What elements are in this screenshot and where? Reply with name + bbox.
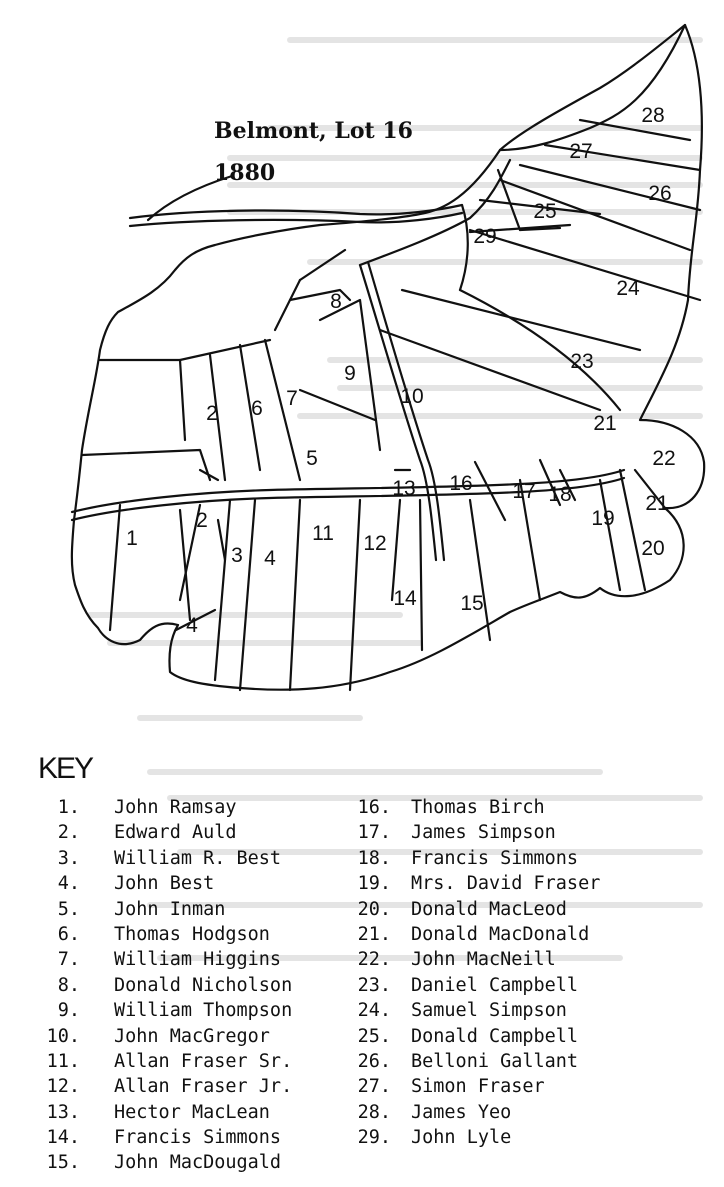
lot-label-21: 21 bbox=[593, 412, 617, 435]
map-year: 1880 bbox=[214, 160, 276, 186]
lot-label-9: 9 bbox=[344, 362, 356, 385]
key-entry-number: 24. bbox=[357, 1000, 391, 1022]
key-title: KEY bbox=[38, 752, 93, 785]
lot-label-24: 24 bbox=[616, 277, 640, 300]
key-entry bbox=[349, 1102, 600, 1127]
key-entry-number: 27. bbox=[357, 1076, 391, 1098]
key-entry bbox=[34, 1102, 292, 1127]
key-entry-owner: John Best bbox=[114, 873, 215, 895]
key-entry-owner: Samuel Simpson bbox=[411, 1000, 567, 1022]
key-entry bbox=[349, 1051, 600, 1076]
key-entry-number: 14. bbox=[46, 1127, 80, 1149]
key-entry-owner: John MacGregor bbox=[114, 1025, 270, 1047]
key-entry bbox=[349, 797, 600, 822]
key-entry bbox=[34, 975, 292, 1000]
key-entry-number: 15. bbox=[46, 1152, 80, 1174]
key-entry bbox=[34, 924, 292, 949]
key-entry bbox=[34, 1076, 292, 1101]
key-entry-number: 9. bbox=[57, 1000, 80, 1022]
key-entry-number: 1. bbox=[57, 797, 80, 818]
key-entry-number: 10. bbox=[46, 1025, 80, 1047]
key-entry-number: 29. bbox=[357, 1127, 391, 1149]
lot-label-13: 13 bbox=[392, 477, 416, 500]
lot-label-20: 20 bbox=[641, 537, 665, 560]
key-entry bbox=[349, 1076, 600, 1101]
lot-label-27: 27 bbox=[569, 140, 593, 163]
key-entry-owner: John Lyle bbox=[411, 1127, 512, 1149]
key-entry-number: 18. bbox=[357, 847, 391, 869]
key-entry bbox=[349, 822, 600, 847]
key-entry-owner: Francis Simmons bbox=[114, 1127, 282, 1149]
map-title: Belmont, Lot 16 bbox=[214, 118, 413, 144]
key-entry-number: 11. bbox=[46, 1050, 80, 1072]
key-entry-owner: Donald Campbell bbox=[411, 1025, 579, 1047]
key-entry-number: 3. bbox=[57, 847, 80, 869]
lot-label-3: 3 bbox=[231, 544, 243, 567]
key-entry bbox=[34, 873, 292, 898]
key-entry-number: 21. bbox=[357, 923, 391, 945]
key-entry-owner: James Simpson bbox=[411, 822, 556, 844]
key-entry-number: 5. bbox=[57, 898, 80, 920]
key-entry-owner: John MacDougald bbox=[114, 1152, 282, 1174]
key-entry-owner: Daniel Campbell bbox=[411, 974, 579, 996]
key-entry bbox=[34, 949, 292, 974]
key-entry-owner: James Yeo bbox=[411, 1101, 512, 1123]
lot-label-16: 16 bbox=[449, 472, 473, 495]
key-entry bbox=[34, 1127, 292, 1152]
key-entry-number: 7. bbox=[57, 949, 80, 971]
key-column-right bbox=[349, 797, 600, 1152]
key-entry-owner: Allan Fraser Jr. bbox=[114, 1076, 293, 1098]
key-entry-owner: Allan Fraser Sr. bbox=[114, 1050, 293, 1072]
key-entry bbox=[34, 1152, 292, 1177]
key-entry-owner: Thomas Hodgson bbox=[114, 923, 270, 945]
lot-label-12: 12 bbox=[363, 532, 387, 555]
key-entry-number: 16. bbox=[357, 797, 391, 818]
key-entry-number: 12. bbox=[46, 1076, 80, 1098]
lot-label-17: 17 bbox=[512, 480, 536, 503]
key-entry-owner: Belloni Gallant bbox=[411, 1050, 579, 1072]
key-entry-owner: John Ramsay bbox=[114, 797, 237, 818]
lot-label-21: 21 bbox=[645, 492, 669, 515]
key-entry bbox=[34, 822, 292, 847]
key-entry-owner: Donald MacLeod bbox=[411, 898, 567, 920]
lot-label-29: 29 bbox=[473, 225, 497, 248]
key-entry bbox=[34, 1026, 292, 1051]
key-entry bbox=[34, 848, 292, 873]
lot-label-23: 23 bbox=[570, 350, 594, 373]
key-entry bbox=[34, 797, 292, 822]
lot-label-11: 11 bbox=[312, 522, 334, 545]
key-entry bbox=[349, 873, 600, 898]
key-entry bbox=[349, 1000, 600, 1025]
lot-label-1: 1 bbox=[126, 527, 138, 550]
key-entry-number: 25. bbox=[357, 1025, 391, 1047]
lot-label-26: 26 bbox=[648, 182, 672, 205]
key-entry bbox=[349, 899, 600, 924]
lot-label-19: 19 bbox=[591, 507, 615, 530]
lot-label-5: 5 bbox=[306, 447, 318, 470]
key-column-left bbox=[34, 797, 292, 1178]
lot-label-10: 10 bbox=[400, 385, 424, 408]
lot-label-8: 8 bbox=[330, 290, 342, 313]
key-entry-owner: John MacNeill bbox=[411, 949, 556, 971]
lot-label-6: 6 bbox=[251, 397, 263, 420]
key-entry bbox=[349, 924, 600, 949]
key-entry-owner: William Thompson bbox=[114, 1000, 293, 1022]
key-entry-number: 2. bbox=[57, 822, 80, 844]
key-entry-owner: William Higgins bbox=[114, 949, 282, 971]
key-entry-number: 13. bbox=[46, 1101, 80, 1123]
key-entry-number: 23. bbox=[357, 974, 391, 996]
key-entry-owner: William R. Best bbox=[114, 847, 282, 869]
lot-label-4: 4 bbox=[264, 547, 276, 570]
key-entry-owner: Francis Simmons bbox=[411, 847, 579, 869]
key-entry bbox=[349, 975, 600, 1000]
key-entry-owner: John Inman bbox=[114, 898, 226, 920]
key-entry-number: 17. bbox=[357, 822, 391, 844]
key-entry-number: 8. bbox=[57, 974, 80, 996]
key-entry-number: 28. bbox=[357, 1101, 391, 1123]
key-entry-number: 20. bbox=[357, 898, 391, 920]
lot-label-22: 22 bbox=[652, 447, 676, 470]
key-entry bbox=[34, 899, 292, 924]
key-entry-number: 19. bbox=[357, 873, 391, 895]
lot-label-15: 15 bbox=[460, 592, 484, 615]
lot-label-18: 18 bbox=[548, 483, 572, 506]
key-entry-number: 26. bbox=[357, 1050, 391, 1072]
key-entry-owner: Edward Auld bbox=[114, 822, 237, 844]
key-entry bbox=[349, 949, 600, 974]
key-entry-owner: Thomas Birch bbox=[411, 797, 545, 818]
key-entry-owner: Donald MacDonald bbox=[411, 923, 590, 945]
key-entry-number: 22. bbox=[357, 949, 391, 971]
key-entry-owner: Hector MacLean bbox=[114, 1101, 270, 1123]
key-entry bbox=[34, 1000, 292, 1025]
key-entry-number: 6. bbox=[57, 923, 80, 945]
lot-label-2: 2 bbox=[206, 402, 218, 425]
lot-label-14: 14 bbox=[393, 587, 417, 610]
key-entry bbox=[349, 848, 600, 873]
lot-label-2: 2 bbox=[196, 509, 208, 532]
lot-label-7: 7 bbox=[286, 387, 298, 410]
lot-label-4: 4 bbox=[186, 614, 198, 637]
key-entry-number: 4. bbox=[57, 873, 80, 895]
lot-label-28: 28 bbox=[641, 104, 665, 127]
key-entry bbox=[349, 1026, 600, 1051]
key-entry bbox=[349, 1127, 600, 1152]
key-entry-owner: Mrs. David Fraser bbox=[411, 873, 601, 895]
lot-label-25: 25 bbox=[533, 200, 557, 223]
key-entry-owner: Donald Nicholson bbox=[114, 974, 293, 996]
key-entry bbox=[34, 1051, 292, 1076]
key-entry-owner: Simon Fraser bbox=[411, 1076, 545, 1098]
